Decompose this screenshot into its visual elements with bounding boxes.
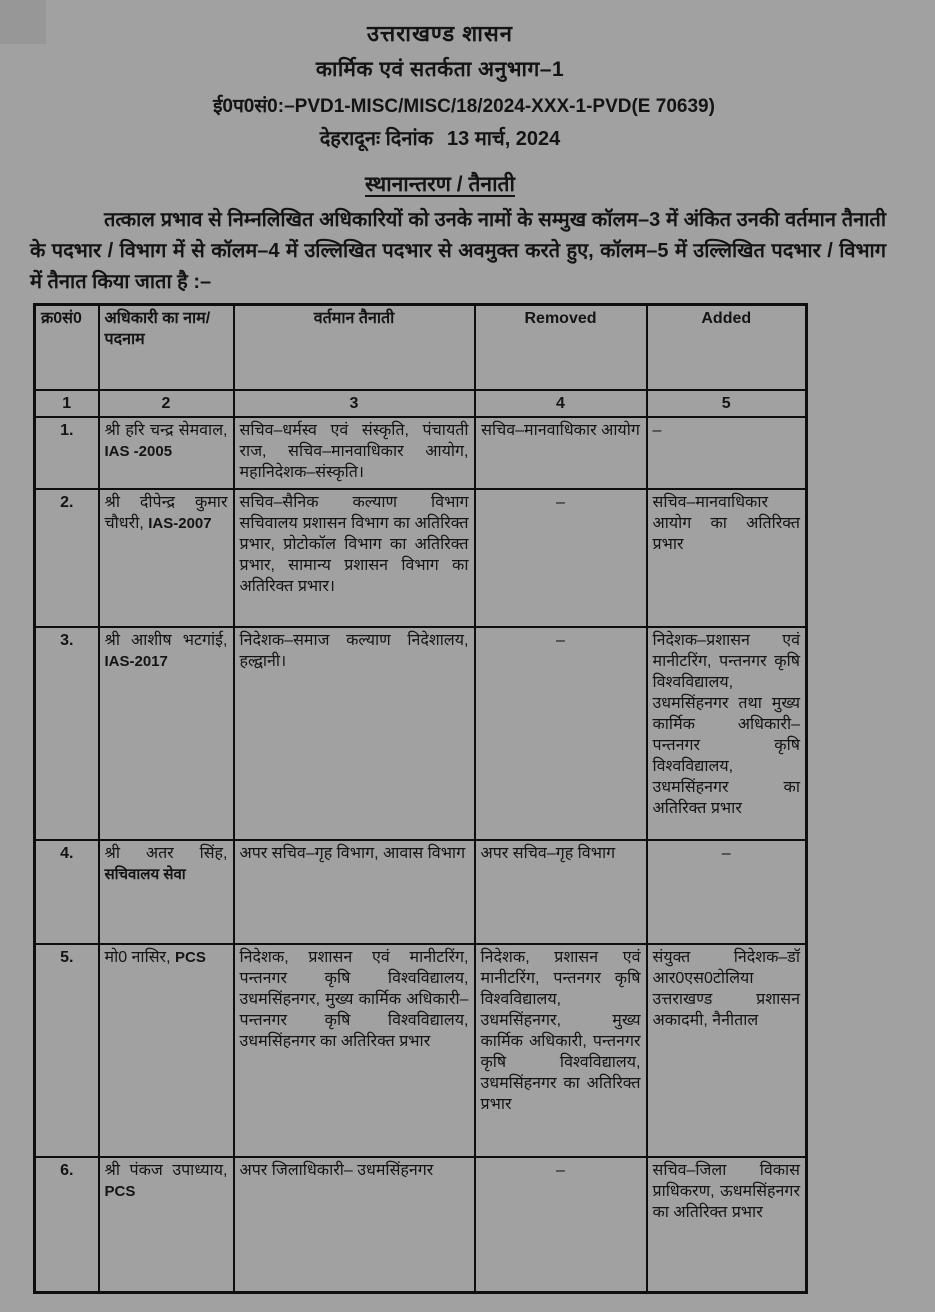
- removed-cell: –: [475, 627, 647, 840]
- current-posting-cell: सचिव–सैनिक कल्याण विभाग सचिवालय प्रशासन विभाग का अतिरिक्त प्रभार, प्रोटोकॉल विभाग का अतिरिक्त प्रभार, सामान्य प्रशासन विभाग का अतिरिक्त प्रभार।: [234, 489, 475, 627]
- table-row: [35, 1157, 807, 1293]
- place-label: देहरादूनः दिनांक: [319, 128, 434, 150]
- officer-name-cell: [99, 627, 234, 840]
- reference-line: [24, 92, 904, 118]
- removed-cell: –: [475, 1157, 647, 1293]
- added-cell: –: [647, 840, 807, 944]
- officer-name-cell: [99, 417, 234, 489]
- officer-cadre: IAS-2017: [104, 652, 168, 670]
- column-number: 4: [475, 390, 647, 417]
- reference-label: ई0प0सं0:–: [213, 96, 295, 117]
- header-serial-number: क्र0सं0: [35, 305, 99, 390]
- column-number: 1: [35, 390, 99, 417]
- officer-name-cell: [99, 840, 234, 944]
- table-row: [35, 944, 807, 1157]
- serial-cell: 1.: [35, 417, 99, 489]
- current-posting-cell: निदेशक–समाज कल्याण निदेशालय, हल्द्वानी।: [234, 627, 475, 840]
- transfer-table: [33, 303, 808, 1294]
- serial-cell: 2.: [35, 489, 99, 627]
- officer-name-cell: [99, 1157, 234, 1293]
- added-cell: संयुक्त निदेशक–डॉ आर0एस0टोलिया उत्तराखण्ड प्रशासन अकादमी, नैनीताल: [647, 944, 807, 1157]
- table-row: [35, 840, 807, 944]
- officer-name: श्री पंकज उपाध्याय,: [104, 1161, 228, 1179]
- serial-cell: 4.: [35, 840, 99, 944]
- officer-name-cell: [99, 489, 234, 627]
- government-title: उत्तराखण्ड शासन: [366, 21, 514, 46]
- header-officer-name: अधिकारी का नाम/ पदनाम: [99, 305, 234, 390]
- officer-cadre: IAS-2007: [148, 514, 212, 532]
- officer-name: श्री दीपेन्द्र कुमार चौधरी,: [104, 493, 228, 532]
- serial-cell: 5.: [35, 944, 99, 1157]
- serial-cell: 3.: [35, 627, 99, 840]
- removed-cell: अपर सचिव–गृह विभाग: [475, 840, 647, 944]
- added-cell: सचिव–जिला विकास प्राधिकरण, ऊधमसिंहनगर का अतिरिक्त प्रभार: [647, 1157, 807, 1293]
- removed-cell: सचिव–मानवाधिकार आयोग: [475, 417, 647, 489]
- department-title: कार्मिक एवं सतर्कता अनुभाग–1: [315, 58, 565, 81]
- column-number: 3: [234, 390, 475, 417]
- serial-cell: 6.: [35, 1157, 99, 1293]
- current-posting-cell: अपर सचिव–गृह विभाग, आवास विभाग: [234, 840, 475, 944]
- officer-name: श्री अतर सिंह,: [104, 844, 228, 862]
- added-cell: निदेशक–प्रशासन एवं मानीटरिंग, पन्तनगर कृषि विश्वविद्यालय, उधमसिंहनगर तथा मुख्य कार्मिक अधिकारी– पन्तनगर कृषि विश्वविद्यालय, उधमसिंहनगर का अतिरिक्त प्रभार: [647, 627, 807, 840]
- reference-number: PVD1-MISC/MISC/18/2024-XXX-1-PVD(E 70639): [294, 96, 715, 117]
- date-value: 13 मार्च, 2024: [447, 128, 561, 150]
- header-removed: Removed: [475, 305, 647, 390]
- current-posting-cell: सचिव–धर्मस्व एवं संस्कृति, पंचायती राज, सचिव–मानवाधिकार आयोग, महानिदेशक–संस्कृति।: [234, 417, 475, 489]
- officer-name: श्री हरि चन्द्र सेमवाल,: [104, 421, 228, 439]
- column-number: 5: [647, 390, 807, 417]
- column-number: 2: [99, 390, 234, 417]
- officer-cadre: IAS -2005: [104, 442, 173, 460]
- column-number-row: [35, 390, 807, 417]
- officer-name: श्री आशीष भटगांई,: [104, 631, 228, 649]
- header-added: Added: [647, 305, 807, 390]
- officer-cadre: PCS: [174, 948, 206, 966]
- table-row: [35, 627, 807, 840]
- officer-name-cell: [99, 944, 234, 1157]
- header-current-posting: वर्तमान तैनाती: [234, 305, 475, 390]
- table-header-row: [35, 305, 807, 390]
- current-posting-cell: अपर जिलाधिकारी– उधमसिंहनगर: [234, 1157, 475, 1293]
- officer-name: मो0 नासिर,: [104, 948, 171, 966]
- added-cell: सचिव–मानवाधिकार आयोग का अतिरिक्त प्रभार: [647, 489, 807, 627]
- current-posting-cell: निदेशक, प्रशासन एवं मानीटरिंग, पन्तनगर कृषि विश्वविद्यालय, उधमसिंहनगर, मुख्य कार्मिक अधिकारी–पन्तनगर कृषि विश्वविद्यालय, उधमसिंहनगर का अतिरिक्त प्रभार: [234, 944, 475, 1157]
- subject-title: स्थानान्तरण / तैनाती: [365, 173, 515, 196]
- added-cell: –: [647, 417, 807, 489]
- removed-cell: –: [475, 489, 647, 627]
- table-row: [35, 417, 807, 489]
- document-header: [0, 18, 880, 198]
- date-line: [0, 124, 880, 151]
- removed-cell: निदेशक, प्रशासन एवं मानीटरिंग, पन्तनगर कृषि विश्वविद्यालय, उधमसिंहनगर, मुख्य कार्मिक अधिकारी, पन्तनगर कृषि विश्वविद्यालय, उधमसिंहनगर का अतिरिक्त प्रभार: [475, 944, 647, 1157]
- officer-cadre: PCS: [104, 1182, 136, 1200]
- officer-cadre: सचिवालय सेवा: [104, 865, 186, 883]
- intro-paragraph: तत्काल प्रभाव से निम्नलिखित अधिकारियों को उनके नामों के सम्मुख कॉलम–3 में अंकित उनकी वर्तमान तैनाती के पदभार / विभाग में से कॉलम–4 में उल्लिखित पदभार से अवमुक्त करते हुए, कॉलम–5 में उल्लिखित पदभार / विभाग में तैनात किया जाता है :–: [30, 209, 886, 293]
- table-row: [35, 489, 807, 627]
